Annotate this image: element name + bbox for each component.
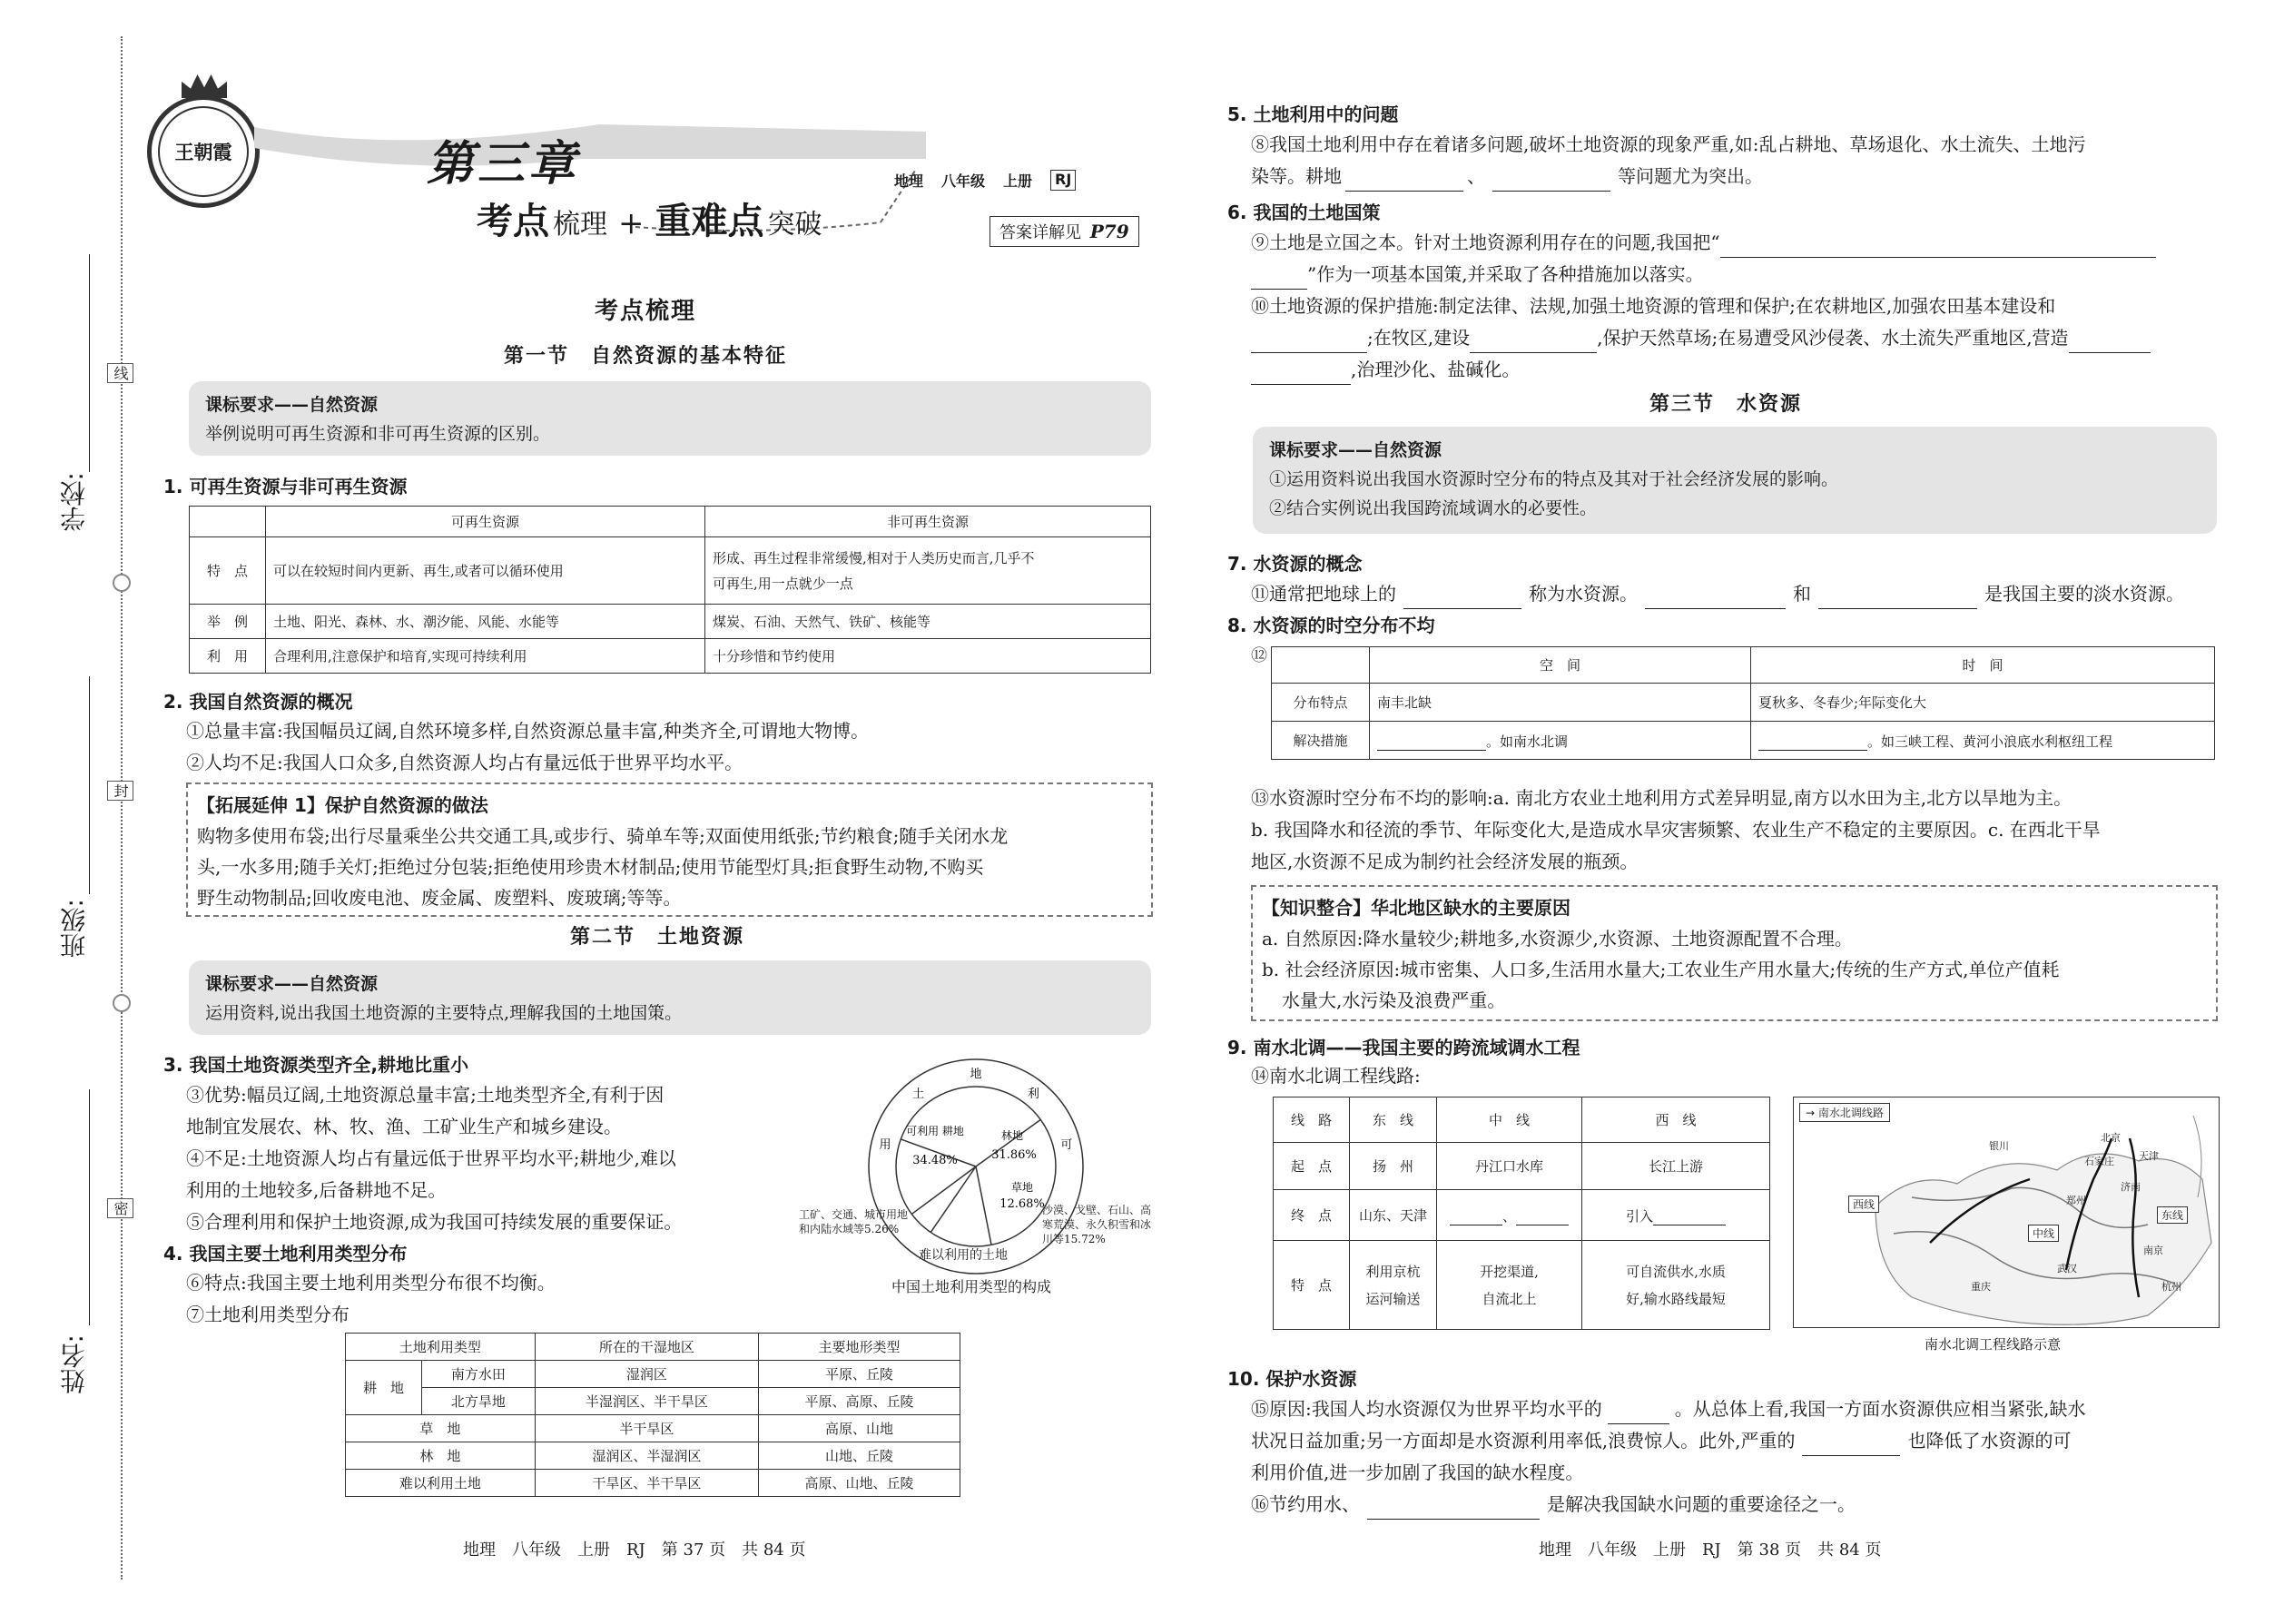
tag-subject: 地理 bbox=[894, 172, 924, 190]
blank-field bbox=[1377, 731, 1486, 751]
text-part: 。如南水北调 bbox=[1486, 733, 1569, 750]
row-label: 起 点 bbox=[1274, 1143, 1350, 1190]
text-part: 和 bbox=[1793, 583, 1811, 605]
text-part: 是解决我国缺水问题的重要途径之一。 bbox=[1547, 1493, 1856, 1515]
text-part: 引入 bbox=[1625, 1207, 1653, 1225]
map-city: 济南 bbox=[2121, 1181, 2141, 1193]
table-cell: 扬 州 bbox=[1350, 1143, 1437, 1190]
text-line: ⑬水资源时空分布不均的影响:a. 南北方农业土地利用方式差异明显,南方以水田为主,北方以旱地为主。 bbox=[1251, 787, 2072, 809]
table-header: 主要地形类型 bbox=[759, 1334, 960, 1361]
legend-text: 南水北调线路 bbox=[1817, 1107, 1884, 1119]
text-line: ⑧我国土地利用中存在着诸多问题,破坏土地资源的现象严重,如:乱占耕地、草场退化、水土流失、土地污 bbox=[1251, 133, 2086, 155]
table-header: 可再生资源 bbox=[266, 507, 705, 537]
text-line: ⑭南水北调工程线路: bbox=[1251, 1065, 1421, 1087]
subtitle-part: 突破 bbox=[767, 209, 822, 241]
page-subtitle bbox=[477, 192, 822, 244]
blank-field bbox=[1818, 589, 1977, 609]
text-line: a. 自然原因:降水量较少;耕地多,水资源少,水资源、土地资源配置不合理。 bbox=[1262, 928, 1853, 950]
table-cell: 湿润区 bbox=[535, 1361, 758, 1388]
answer-ref-label: 答案详解见 bbox=[999, 223, 1081, 242]
map-city: 天津 bbox=[2139, 1150, 2159, 1162]
map-label-middle: 中线 bbox=[2028, 1225, 2059, 1242]
table-header: 中 线 bbox=[1437, 1097, 1582, 1143]
map-city: 石家庄 bbox=[2084, 1156, 2114, 1167]
section-1-title: 第一节 自然资源的基本特征 bbox=[504, 345, 788, 368]
map-city: 武汉 bbox=[2057, 1263, 2077, 1275]
seal-mark-1: 线 bbox=[107, 363, 133, 383]
text-part: 状况日益加重;另一方面却是水资源利用率低,浪费惊人。此外,严重的 bbox=[1251, 1430, 1796, 1452]
blank-field bbox=[1720, 238, 2156, 258]
row-label: 难以利用土地 bbox=[346, 1470, 536, 1497]
row-label: 草 地 bbox=[346, 1415, 536, 1442]
point-8-number: ⑫ bbox=[1251, 646, 1267, 665]
text-line bbox=[1251, 161, 1763, 192]
text-part: ,治理沙化、盐碱化。 bbox=[1351, 359, 1521, 380]
text-part: ”作为一项基本国策,并采取了各种措施加以落实。 bbox=[1307, 263, 1704, 285]
table-cell: 土地、阳光、森林、水、潮汐能、风能、水能等 bbox=[266, 605, 705, 639]
route-map bbox=[1793, 1097, 2220, 1328]
blank-field bbox=[1645, 589, 1786, 609]
table-cell: 半湿润区、半干旱区 bbox=[535, 1388, 758, 1415]
table-corner bbox=[190, 507, 266, 537]
pie-label-grass-pct: 12.68% bbox=[999, 1197, 1045, 1211]
text-line: 头,一水多用;随手关灯;拒绝过分包装;拒绝使用珍贵木材制品;使用节能型灯具;拒食野生动物,不购买 bbox=[197, 856, 984, 878]
table-cell: 可以在较短时间内更新、再生,或者可以循环使用 bbox=[266, 537, 705, 605]
subtitle-part: 梳理 bbox=[553, 209, 607, 241]
text-line: ⑥特点:我国主要土地利用类型分布很不均衡。 bbox=[186, 1272, 556, 1294]
class-line bbox=[89, 676, 90, 894]
table-cell: 高原、山地、丘陵 bbox=[759, 1470, 960, 1497]
row-label: 线 路 bbox=[1274, 1097, 1350, 1143]
tag-edition: RJ bbox=[1050, 170, 1076, 191]
table-cell: 北方旱地 bbox=[422, 1388, 536, 1415]
req-text: ②结合实例说出我国跨流域调水的必要性。 bbox=[1269, 498, 1598, 518]
cell-line: 开挖渠道, bbox=[1480, 1263, 1539, 1280]
subtitle-part: 重难点 bbox=[655, 200, 764, 242]
tag-grade: 八年级 bbox=[941, 172, 986, 190]
text-line bbox=[1251, 1425, 2071, 1456]
text-line: 水量大,水污染及浪费严重。 bbox=[1282, 989, 1506, 1011]
text-line: 购物多使用布袋;出行尽量乘坐公共交通工具,或步行、骑单车等;双面使用纸张;节约粮食;随手关闭水龙 bbox=[197, 825, 1009, 847]
text-part: 。如三峡工程、黄河小浪底水利枢纽工程 bbox=[1867, 733, 2113, 750]
section-3-title: 第三节 水资源 bbox=[1649, 393, 1803, 416]
row-label: 特 点 bbox=[1274, 1241, 1350, 1330]
table-header: 土地利用类型 bbox=[346, 1334, 536, 1361]
table-header: 东 线 bbox=[1350, 1097, 1437, 1143]
blank-field bbox=[1653, 1206, 1726, 1225]
text-line: 地制宜发展农、林、牧、渔、工矿业生产和城乡建设。 bbox=[186, 1116, 622, 1137]
table-cell: 南方水田 bbox=[422, 1361, 536, 1388]
text-part: ⑯节约用水、 bbox=[1251, 1493, 1360, 1515]
blank-field bbox=[1367, 1500, 1540, 1520]
text-part: ,保护天然草场;在易遭受风沙侵袭、水土流失严重地区,营造 bbox=[1597, 327, 2069, 349]
text-line bbox=[1251, 227, 2156, 258]
text-part: ;在牧区,建设 bbox=[1367, 327, 1471, 349]
req-title: 课标要求——自然资源 bbox=[205, 395, 379, 415]
req-title: 课标要求——自然资源 bbox=[205, 974, 379, 994]
row-label: 终 点 bbox=[1274, 1190, 1350, 1241]
text-part: ⑨土地是立国之本。针对土地资源利用存在的问题,我国把“ bbox=[1251, 231, 1720, 253]
text-line: ②人均不足:我国人口众多,自然资源人均占有量远低于世界平均水平。 bbox=[186, 752, 743, 773]
subtitle-part: 考点 bbox=[477, 200, 549, 242]
text-part: 、 bbox=[1467, 165, 1485, 187]
text-part: ⑮原因:我国人均水资源仅为世界平均水平的 bbox=[1251, 1398, 1602, 1420]
text-line: 地区,水资源不足成为制约社会经济发展的瓶颈。 bbox=[1251, 851, 1639, 872]
map-label-west: 西线 bbox=[1848, 1196, 1879, 1213]
logo-inner-ring bbox=[158, 106, 249, 197]
text-line: ④不足:土地资源人均占有量远低于世界平均水平;耕地少,难以 bbox=[186, 1147, 676, 1169]
school-label: 学校: bbox=[59, 472, 89, 532]
text-line: ①总量丰富:我国幅员辽阔,自然环境多样,自然资源总量丰富,种类齐全,可谓地大物博。 bbox=[186, 720, 870, 742]
map-city: 杭州 bbox=[2161, 1281, 2181, 1293]
text-line bbox=[1251, 1393, 2085, 1424]
text-part: ⑪通常把地球上的 bbox=[1251, 583, 1396, 605]
table-cell: 十分珍惜和节约使用 bbox=[705, 639, 1151, 674]
text-part: 称为水资源。 bbox=[1529, 583, 1638, 605]
knowledge-integration-box bbox=[1251, 885, 2218, 1021]
text-part: 。从总体上看,我国一方面水资源供应相当紧张,缺水 bbox=[1674, 1398, 2086, 1420]
pie-label-farm: 可利用 耕地 bbox=[906, 1125, 964, 1137]
cell-line: 运河输送 bbox=[1365, 1290, 1421, 1307]
answer-reference-box bbox=[989, 216, 1139, 247]
resources-table bbox=[189, 506, 1151, 674]
blank-field bbox=[1450, 1206, 1502, 1225]
blank-field bbox=[1403, 589, 1521, 609]
answer-ref-page: P79 bbox=[1089, 221, 1129, 242]
point-4-heading: 4. 我国主要土地利用类型分布 bbox=[163, 1243, 408, 1265]
table-cell: 山地、丘陵 bbox=[759, 1442, 960, 1470]
point-6-heading: 6. 我国的土地国策 bbox=[1227, 202, 1381, 223]
curriculum-req-2 bbox=[189, 960, 1151, 1035]
seal-mark-3: 密 bbox=[107, 1198, 133, 1218]
blank-field bbox=[1345, 172, 1463, 192]
point-9-heading: 9. 南水北调——我国主要的跨流域调水工程 bbox=[1227, 1037, 1580, 1058]
blank-field bbox=[1802, 1436, 1900, 1456]
table-cell: 干旱区、半干旱区 bbox=[535, 1470, 758, 1497]
blank-field bbox=[1470, 333, 1597, 353]
row-label: 特 点 bbox=[190, 537, 266, 605]
table-cell: 湿润区、半湿润区 bbox=[535, 1442, 758, 1470]
pie-caption: 中国土地利用类型的构成 bbox=[891, 1278, 1052, 1295]
table-cell: 南丰北缺 bbox=[1370, 684, 1751, 722]
pie-ring-char: 可 bbox=[1060, 1138, 1073, 1153]
pie-ring-char: 利 bbox=[1027, 1087, 1039, 1101]
text-part: 也降低了水资源的可 bbox=[1907, 1430, 2072, 1452]
table-cell: 长江上游 bbox=[1582, 1143, 1770, 1190]
map-city: 南京 bbox=[2143, 1245, 2163, 1256]
curriculum-req-1 bbox=[189, 381, 1151, 456]
table-header: 时 间 bbox=[1751, 647, 2215, 684]
pie-label-grass: 草地 bbox=[1010, 1181, 1034, 1194]
crown-icon bbox=[182, 74, 227, 98]
req-text: ①运用资料说出我国水资源时空分布的特点及其对于社会经济发展的影响。 bbox=[1269, 469, 1839, 489]
ext-title: 【拓展延伸 1】保护自然资源的做法 bbox=[197, 794, 488, 816]
legend-arrow-icon: → bbox=[1806, 1107, 1816, 1119]
point-5-heading: 5. 土地利用中的问题 bbox=[1227, 103, 1399, 125]
table-cell: 平原、高原、丘陵 bbox=[759, 1388, 960, 1415]
logo-badge bbox=[147, 95, 260, 208]
name-line bbox=[89, 1089, 90, 1325]
table-cell: 合理利用,注意保护和培育,实现可持续利用 bbox=[266, 639, 705, 674]
map-label-east: 东线 bbox=[2157, 1206, 2188, 1224]
land-type-table bbox=[345, 1333, 960, 1497]
row-label: 举 例 bbox=[190, 605, 266, 639]
text-part: 染等。耕地 bbox=[1251, 165, 1342, 187]
point-7-heading: 7. 水资源的概念 bbox=[1227, 553, 1363, 575]
table-cell: 高原、山地 bbox=[759, 1415, 960, 1442]
point-2-heading: 2. 我国自然资源的概况 bbox=[163, 691, 353, 713]
ring-hole-icon bbox=[113, 994, 131, 1012]
subtitle-part: + bbox=[618, 205, 645, 241]
row-label: 解决措施 bbox=[1272, 722, 1370, 760]
route-map-drawing bbox=[1794, 1097, 2220, 1328]
text-line bbox=[1251, 259, 1704, 290]
map-city: 重庆 bbox=[1971, 1281, 1991, 1293]
blank-field bbox=[1758, 731, 1867, 751]
text-line: b. 我国降水和径流的季节、年际变化大,是造成水旱灾害频繁、农业生产不稳定的主要原因。c. 在西北干旱 bbox=[1251, 819, 2101, 841]
table-corner bbox=[1272, 647, 1370, 684]
table-header: 西 线 bbox=[1582, 1097, 1770, 1143]
main-section-title: 考点梳理 bbox=[595, 298, 697, 325]
table-cell: 丹江口水库 bbox=[1437, 1143, 1582, 1190]
tag-volume: 上册 bbox=[1003, 172, 1033, 190]
blank-field bbox=[1492, 172, 1610, 192]
table-cell bbox=[1350, 1241, 1437, 1330]
table-cell: 夏秋多、冬春少;年际变化大 bbox=[1751, 684, 2215, 722]
pie-label-farm-pct: 34.48% bbox=[912, 1154, 958, 1167]
table-cell bbox=[1437, 1190, 1582, 1241]
cell-line: 利用京杭 bbox=[1365, 1263, 1421, 1280]
pie-note-right: 沙漠、戈壁、石山、高寒荒漠、永久积雪和冰川等15.72% bbox=[1042, 1204, 1152, 1245]
text-line bbox=[1251, 322, 2151, 353]
text-line bbox=[1251, 354, 1520, 385]
text-line: 野生动物制品;回收废电池、废金属、废塑料、废玻璃;等等。 bbox=[197, 887, 682, 909]
text-line bbox=[1251, 578, 2184, 609]
table-cell bbox=[1437, 1241, 1582, 1330]
table-cell: 山东、天津 bbox=[1350, 1190, 1437, 1241]
pie-ring-char: 用 bbox=[879, 1138, 891, 1153]
section-2-title: 第二节 土地资源 bbox=[570, 926, 745, 949]
text-line: 利用的土地较多,后备耕地不足。 bbox=[186, 1179, 447, 1201]
page-footer-left: 地理 八年级 上册 RJ 第 37 页 共 84 页 bbox=[463, 1540, 806, 1560]
table-cell bbox=[705, 537, 1151, 605]
logo-text: 王朝霞 bbox=[174, 141, 232, 163]
blank-field bbox=[1608, 1404, 1669, 1424]
blank-field bbox=[1251, 333, 1367, 353]
row-label: 分布特点 bbox=[1272, 684, 1370, 722]
cell-line: 自流北上 bbox=[1482, 1290, 1537, 1307]
water-distribution-table bbox=[1271, 646, 2215, 760]
table-cell bbox=[1582, 1190, 1770, 1241]
class-label: 班级: bbox=[59, 899, 89, 959]
table-cell bbox=[1582, 1241, 1770, 1330]
pie-ring-char: 土 bbox=[912, 1087, 925, 1101]
point-3-heading: 3. 我国土地资源类型齐全,耕地比重小 bbox=[163, 1054, 469, 1076]
map-city: 银川 bbox=[1989, 1140, 2009, 1152]
map-caption: 南水北调工程线路示意 bbox=[1925, 1336, 2062, 1353]
text-line: ③优势:幅员辽阔,土地资源总量丰富;土地类型齐全,有利于因 bbox=[186, 1084, 665, 1106]
extension-box-1 bbox=[186, 782, 1153, 917]
req-text: 运用资料,说出我国土地资源的主要特点,理解我国的土地国策。 bbox=[205, 1003, 683, 1023]
req-text: 举例说明可再生资源和非可再生资源的区别。 bbox=[205, 424, 551, 444]
cell-line: 好,输水路线最短 bbox=[1626, 1290, 1726, 1307]
table-header: 空 间 bbox=[1370, 647, 1751, 684]
blank-field bbox=[1516, 1206, 1569, 1225]
text-line: b. 社会经济原因:城市密集、人口多,生活用水量大;工农业生产用水量大;传统的生产方式,单位产值耗 bbox=[1262, 959, 2060, 980]
text-line: ⑦土地利用类型分布 bbox=[186, 1304, 350, 1325]
school-line bbox=[89, 254, 90, 472]
pie-note-bottom: 难以利用的土地 bbox=[919, 1248, 1008, 1263]
south-north-table bbox=[1273, 1097, 1770, 1330]
text-part: 、 bbox=[1501, 1207, 1516, 1225]
ring-hole-icon bbox=[113, 574, 131, 592]
text-part: 是我国主要的淡水资源。 bbox=[1984, 583, 2184, 605]
text-part: 等问题尤为突出。 bbox=[1618, 165, 1763, 187]
row-label: 利 用 bbox=[190, 639, 266, 674]
table-cell: 平原、丘陵 bbox=[759, 1361, 960, 1388]
table-cell bbox=[1370, 722, 1751, 760]
pie-note-left: 工矿、交通、城市用地和内陆水域等5.26% bbox=[799, 1208, 909, 1235]
text-line: ⑤合理利用和保护土地资源,成为我国可持续发展的重要保证。 bbox=[186, 1211, 683, 1233]
text-line bbox=[1251, 1489, 1856, 1520]
cell-line: 形成、再生过程非常缓慢,相对于人类历史而言,几乎不 bbox=[713, 549, 1035, 566]
point-8-heading: 8. 水资源的时空分布不均 bbox=[1227, 615, 1435, 636]
name-label: 姓名: bbox=[59, 1334, 89, 1394]
table-cell: 煤炭、石油、天然气、铁矿、核能等 bbox=[705, 605, 1151, 639]
pie-label-forest: 林地 bbox=[1000, 1129, 1024, 1142]
page-footer-right: 地理 八年级 上册 RJ 第 38 页 共 84 页 bbox=[1539, 1540, 1882, 1560]
table-cell: 半干旱区 bbox=[535, 1415, 758, 1442]
curriculum-req-3 bbox=[1253, 427, 2217, 534]
chapter-title: 第三章 bbox=[427, 136, 580, 192]
row-label: 耕 地 bbox=[346, 1361, 422, 1415]
ki-title: 【知识整合】华北地区缺水的主要原因 bbox=[1262, 897, 1570, 919]
map-legend bbox=[1799, 1103, 1890, 1122]
pie-label-forest-pct: 31.86% bbox=[991, 1148, 1037, 1162]
text-line: 利用价值,进一步加剧了我国的缺水程度。 bbox=[1251, 1462, 1584, 1483]
binding-dotted-line bbox=[121, 36, 123, 1580]
blank-field bbox=[1251, 270, 1307, 290]
grade-tag-bar bbox=[894, 170, 1076, 191]
cell-line: 可自流供水,水质 bbox=[1626, 1263, 1726, 1280]
seal-mark-2: 封 bbox=[107, 781, 133, 801]
table-cell bbox=[1751, 722, 2215, 760]
blank-field bbox=[2069, 333, 2151, 353]
table-header: 所在的干湿地区 bbox=[535, 1334, 758, 1361]
req-title: 课标要求——自然资源 bbox=[1269, 440, 1442, 460]
text-line: ⑩土地资源的保护措施:制定法律、法规,加强土地资源的管理和保护;在农耕地区,加强农田基本建设和 bbox=[1251, 295, 2056, 317]
pie-ring-char: 地 bbox=[970, 1068, 982, 1081]
table-header: 非可再生资源 bbox=[705, 507, 1151, 537]
point-10-heading: 10. 保护水资源 bbox=[1227, 1368, 1357, 1390]
row-label: 林 地 bbox=[346, 1442, 536, 1470]
point-1-heading: 1. 可再生资源与非可再生资源 bbox=[163, 476, 408, 497]
cell-line: 可再生,用一点就少一点 bbox=[713, 575, 853, 592]
blank-field bbox=[1251, 365, 1351, 385]
map-city: 北京 bbox=[2101, 1132, 2121, 1144]
map-city: 郑州 bbox=[2066, 1195, 2086, 1206]
